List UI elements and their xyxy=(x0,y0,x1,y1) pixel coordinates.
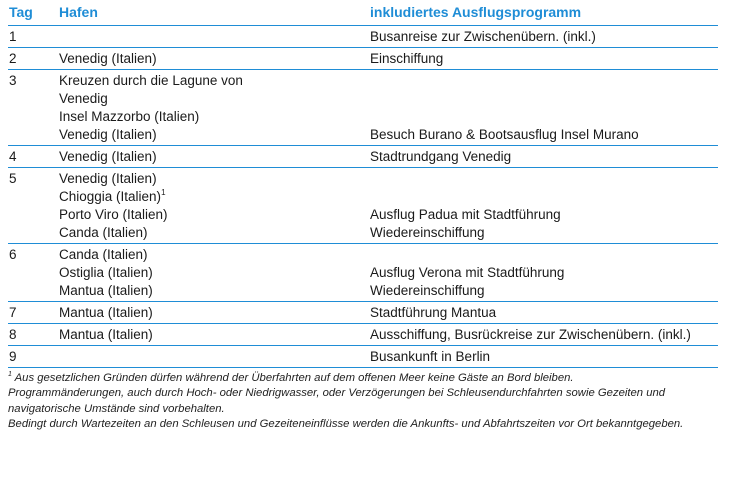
day-cell: 1 xyxy=(8,25,58,47)
port-line: Porto Viro (Italien) xyxy=(59,206,168,222)
program-cell xyxy=(369,47,718,69)
program-cell xyxy=(369,243,718,301)
port-line: Mantua (Italien) xyxy=(59,326,153,342)
day-cell: 7 xyxy=(8,301,58,323)
program-cell xyxy=(369,323,718,345)
port-line: Kreuzen durch die Lagune von xyxy=(59,72,243,88)
day-cell: 8 xyxy=(8,323,58,345)
program-line: Ausflug Verona mit Stadtführung xyxy=(370,264,565,280)
table-row xyxy=(8,167,718,243)
table-row xyxy=(8,323,718,345)
itinerary-document xyxy=(8,0,718,433)
header-port: Hafen xyxy=(58,0,369,25)
port-cell xyxy=(58,167,369,243)
day-cell: 2 xyxy=(8,47,58,69)
program-line: Wiedereinschiffung xyxy=(370,282,485,298)
table-header-row xyxy=(8,0,718,25)
header-program: inkludiertes Ausflugsprogramm xyxy=(369,0,718,25)
program-cell xyxy=(369,345,718,367)
port-line: Venedig (Italien) xyxy=(59,50,157,66)
footnote: Programmänderungen, auch durch Hoch- oder Niedrigwasser, oder Verzögerungen bei Schleusendurchfahrten sowie Gezeiten und navigatorische Umstände sind vorbehalten. xyxy=(8,387,666,415)
table-row xyxy=(8,301,718,323)
port-line: Mantua (Italien) xyxy=(59,304,153,320)
program-line: Ausschiffung, Busrückreise zur Zwischenübern. (inkl.) xyxy=(370,326,691,342)
day-cell: 4 xyxy=(8,145,58,167)
footnotes xyxy=(8,371,720,433)
itinerary-table xyxy=(8,0,718,368)
program-line: Ausflug Padua mit Stadtführung xyxy=(370,206,561,222)
port-cell xyxy=(58,323,369,345)
table-row xyxy=(8,145,718,167)
port-cell xyxy=(58,47,369,69)
table-row xyxy=(8,243,718,301)
program-line: Wiedereinschiffung xyxy=(370,224,485,240)
port-cell xyxy=(58,145,369,167)
port-line: Venedig xyxy=(59,90,108,106)
program-cell xyxy=(369,167,718,243)
port-line: Insel Mazzorbo (Italien) xyxy=(59,108,200,124)
program-line: Busanreise zur Zwischenübern. (inkl.) xyxy=(370,28,596,44)
footnote: Bedingt durch Wartezeiten an den Schleusen und Gezeiteneinflüsse werden die Ankunfts- und Abfahrtszeiten vor Ort bekanntgegeben. xyxy=(8,418,684,430)
port-cell xyxy=(58,345,369,367)
port-line: Chioggia (Italien)$^1$ xyxy=(59,187,166,204)
port-line: Ostiglia (Italien) xyxy=(59,264,153,280)
program-line: Besuch Burano & Bootsausflug Insel Murano xyxy=(370,126,639,142)
port-line: Venedig (Italien) xyxy=(59,126,157,142)
footnote: $^1$ Aus gesetzlichen Gründen dürfen während der Überfahrten auf dem offenen Meer keine Gäste an Bord bleiben. xyxy=(8,370,574,384)
program-line: Stadtführung Mantua xyxy=(370,304,497,320)
day-cell: 3 xyxy=(8,69,58,145)
program-cell xyxy=(369,301,718,323)
program-line: Stadtrundgang Venedig xyxy=(370,148,512,164)
program-cell xyxy=(369,25,718,47)
program-cell xyxy=(369,69,718,145)
table-body xyxy=(8,25,718,367)
port-line: Venedig (Italien) xyxy=(59,170,157,186)
program-line: Busankunft in Berlin xyxy=(370,348,491,364)
table-row xyxy=(8,47,718,69)
port-line: Canda (Italien) xyxy=(59,246,148,262)
port-cell xyxy=(58,301,369,323)
table-row xyxy=(8,25,718,47)
port-cell xyxy=(58,243,369,301)
header-day: Tag xyxy=(8,0,58,25)
day-cell: 6 xyxy=(8,243,58,301)
table-row xyxy=(8,69,718,145)
port-cell xyxy=(58,25,369,47)
day-cell: 5 xyxy=(8,167,58,243)
day-cell: 9 xyxy=(8,345,58,367)
port-line: Venedig (Italien) xyxy=(59,148,157,164)
port-line: Mantua (Italien) xyxy=(59,282,153,298)
port-cell xyxy=(58,69,369,145)
program-line: Einschiffung xyxy=(370,50,444,66)
table-row xyxy=(8,345,718,367)
port-line: Canda (Italien) xyxy=(59,224,148,240)
program-cell xyxy=(369,145,718,167)
